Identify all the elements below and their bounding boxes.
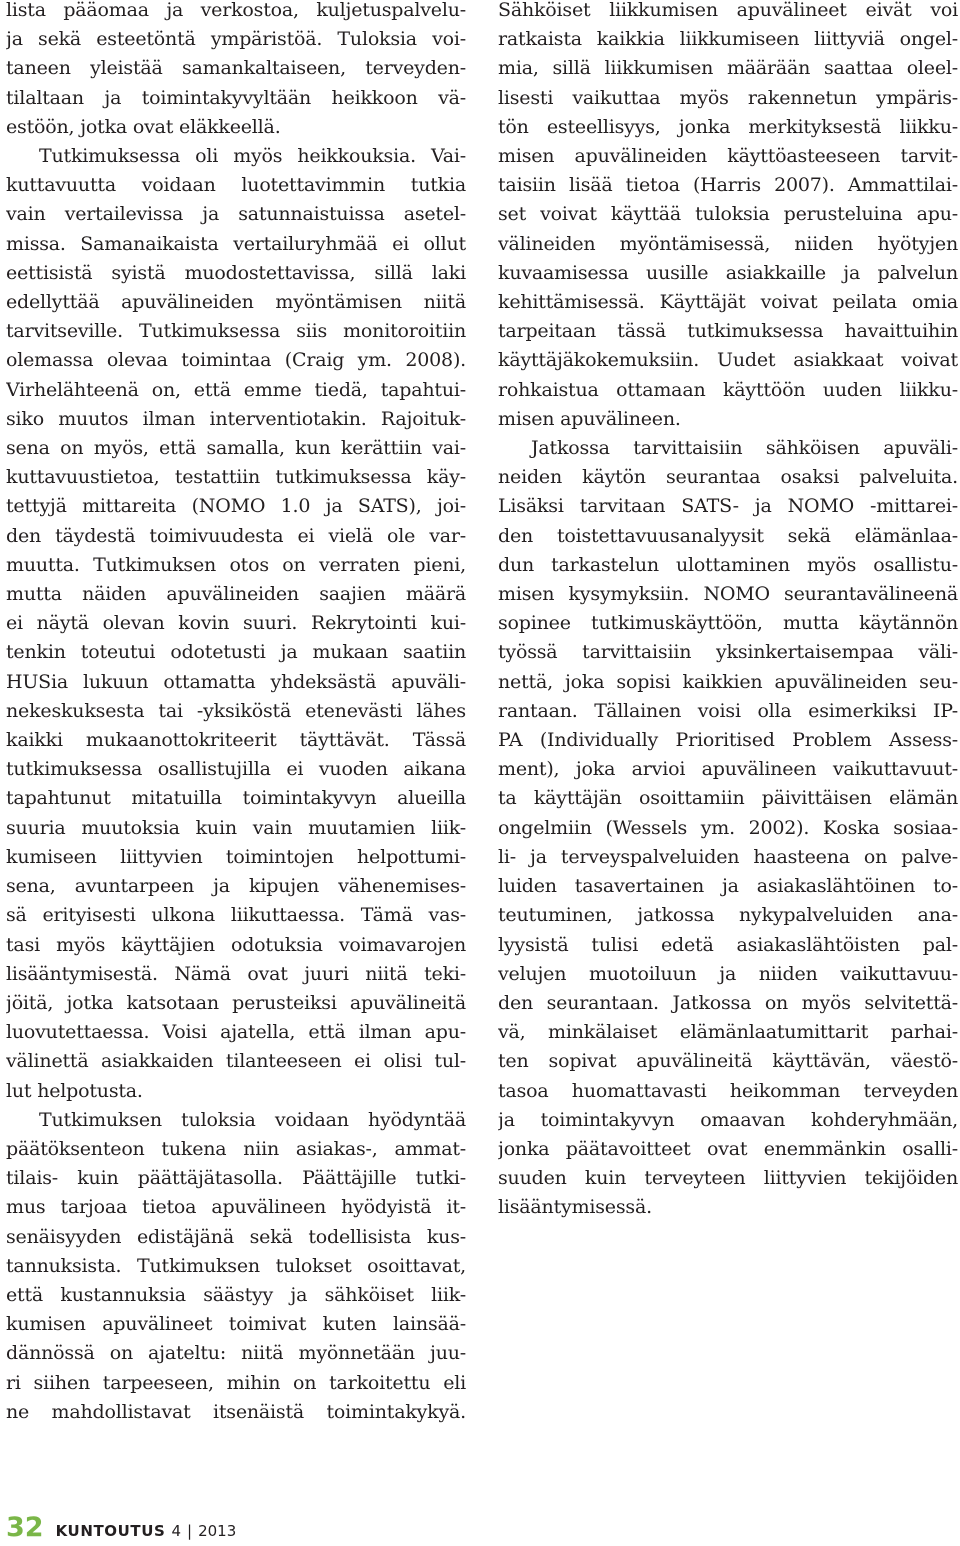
text-line: ta käyttäjän osoittamiin päivittäisen elämän [498, 787, 958, 810]
text-line: set voivat käyttää tuloksia perusteluina apu- [498, 203, 958, 226]
text-line: rantaan. Tällainen voisi olla esimerkiksi IP- [498, 699, 958, 722]
text-line: välineiden myöntämisessä, niiden hyötyjen [498, 232, 958, 255]
text-line: suuria muutoksia kuin vain muutamien liik- [6, 816, 466, 839]
text-line: teutuminen, jatkossa nykypalveluiden ana- [498, 904, 958, 927]
text-line: ment), joka arvioi apuvälineen vaikuttavuut- [498, 758, 958, 781]
text-line: Tutkimuksen tuloksia voidaan hyödyntää [39, 1108, 466, 1131]
issue-year: 2013 [198, 1522, 237, 1540]
text-line: kuttavuutta voidaan luotettavimmin tutkia [6, 174, 466, 197]
text-line: kumiseen liittyvien toimintojen helpottumi- [6, 845, 466, 868]
text-line: ten sopivat apuvälineitä käyttävän, väestö- [498, 1050, 958, 1073]
text-line: lisesti vaikuttaa myös rakennetun ympäris- [498, 86, 958, 109]
text-line: sena on myös, että samalla, kun kerättiin vai- [6, 437, 466, 460]
text-line: ne mahdollistavat itsenäistä toimintakykyä. [6, 1400, 466, 1423]
text-line: Jatkossa tarvittaisiin sähköisen apuväli- [531, 437, 958, 460]
text-line: ja sekä esteetöntä ympäristöä. Tuloksia voi- [6, 28, 466, 51]
issue-number: 4 [171, 1522, 181, 1540]
text-line: Virhelähteenä on, että emme tiedä, tapahtui- [6, 378, 466, 401]
text-line: velujen muotoiluun ja niiden vaikuttavuu- [498, 962, 958, 985]
text-line: välinettä asiakkaiden tilanteeseen ei olisi tul- [6, 1050, 466, 1073]
text-line: lisääntymisestä. Nämä ovat juuri niitä teki- [6, 962, 466, 985]
text-line: sena, avuntarpeen ja kipujen vähenemises- [6, 875, 466, 898]
text-line: ongelmiin (Wessels ym. 2002). Koska sosiaa- [498, 816, 958, 839]
text-line: vain vertailevissa ja satunnaistuissa asetel- [6, 203, 466, 226]
text-line: kumisen apuvälineet toimivat kuten lainsää- [6, 1313, 466, 1336]
text-line: tenkin toteutui odotetusti ja mukaan saatiin [6, 641, 466, 664]
text-line: den täydestä toimivuudesta ei vielä ole var- [6, 524, 466, 547]
text-line: vä, minkälaiset elämänlaatumittarit parhai- [498, 1021, 958, 1044]
text-line: luovutettaessa. Voisi ajatella, että ilman apu- [6, 1021, 466, 1044]
text-line: lut helpotusta. [6, 1079, 143, 1102]
text-line: misen kysymyksiin. NOMO seurantavälineenä [498, 583, 958, 606]
text-line: tarpeitaan tässä tutkimuksessa havaittuihin [498, 320, 958, 343]
text-line: misen apuvälineen. [498, 407, 681, 430]
text-line: tilais- kuin päättäjätasolla. Päättäjille tutki- [6, 1167, 466, 1190]
text-line: taisiin lisää tietoa (Harris 2007). Ammattilai- [498, 174, 958, 197]
text-line: suuden kuin terveyteen liittyvien tekijöiden [498, 1167, 958, 1190]
page-footer [6, 1512, 236, 1542]
text-line: tön esteellisyys, jonka merkityksestä liikku- [498, 115, 958, 138]
text-line: nekeskuksesta tai -yksiköstä etenevästi lähes [6, 699, 466, 722]
left-column [6, 0, 466, 1427]
text-line: lista pääomaa ja verkostoa, kuljetuspalvelu- [6, 0, 466, 21]
text-line: Sähköiset liikkumisen apuvälineet eivät voi [498, 0, 958, 21]
text-line: luiden tasavertainen ja asiakaslähtöinen to- [498, 875, 958, 898]
text-line: tarvitseville. Tutkimuksessa siis monitoroitiin [6, 320, 466, 343]
text-line: dännössä on ajateltu: niitä myönnetään juu- [6, 1342, 466, 1365]
text-line: lisääntymisessä. [498, 1196, 652, 1219]
text-line: jonka päätavoitteet ovat enemmänkin osalli- [498, 1137, 958, 1160]
text-line: ei näytä olevan kovin suuri. Rekrytointi kui- [6, 612, 466, 635]
text-line: työssä tarvittaisiin yksinkertaisempaa väli- [498, 641, 958, 664]
text-line: estöön, jotka ovat eläkkeellä. [6, 115, 281, 138]
text-line: siko muutos ilman interventiotakin. Rajoituk- [6, 407, 466, 430]
text-line: taneen yleistää samankaltaiseen, terveyden- [6, 57, 466, 80]
text-line: tettyjä mittareita (NOMO 1.0 ja SATS), joi- [6, 495, 466, 518]
text-line: olemassa olevaa toimintaa (Craig ym. 2008). [6, 349, 466, 372]
text-line: mia, sillä liikkumisen määrään saattaa oleel- [498, 57, 958, 80]
text-line: senäisyyden edistäjänä sekä todellisista kus- [6, 1225, 466, 1248]
text-line: tilaltaan ja toimintakyvyltään heikkoon vä- [6, 86, 466, 109]
text-line: ri siihen tarpeeseen, mihin on tarkoitettu eli [6, 1371, 466, 1394]
text-line: neiden käytön seurantaa osaksi palveluita. [498, 466, 958, 489]
text-line: den toistettavuusanalyysit sekä elämänlaa- [498, 524, 958, 547]
text-line: jöitä, jotka katsotaan perusteiksi apuvälineitä [6, 991, 466, 1014]
text-line: dun tarkastelun ulottaminen myös osallistu- [498, 553, 958, 576]
text-line: eettisistä syistä muodostettavissa, sillä laki [6, 261, 466, 284]
text-line: että kustannuksia säästyy ja sähköiset liik- [6, 1283, 466, 1306]
text-line: tasoa huomattavasti heikomman terveyden [498, 1079, 958, 1102]
text-line: den seurantaan. Jatkossa on myös selvitettä- [498, 991, 958, 1014]
text-line: mus tarjoaa tietoa apuvälineen hyödyistä it- [6, 1196, 466, 1219]
journal-name: KUNTOUTUS [55, 1522, 166, 1540]
text-line: kuttavuustietoa, testattiin tutkimuksessa käy- [6, 466, 466, 489]
text-line: HUSia lukuun ottamatta yhdeksästä apuväli- [6, 670, 466, 693]
text-line: Lisäksi tarvitaan SATS- ja NOMO -mittarei- [498, 495, 958, 518]
text-line: mutta näiden apuvälineiden saajien määrä [6, 583, 466, 606]
text-line: tasi myös käyttäjien odotuksia voimavarojen [6, 933, 466, 956]
text-line: nettä, joka sopisi kaikkien apuvälineiden seu- [498, 670, 958, 693]
text-line: edellyttää apuvälineiden myöntämisen niitä [6, 291, 466, 314]
text-line: ratkaista kaikkia liikkumiseen liittyviä ongel- [498, 28, 958, 51]
text-line: kuvaamisessa uusille asiakkaille ja palvelun [498, 261, 958, 284]
text-line: muutta. Tutkimuksen otos on verraten pieni, [6, 553, 466, 576]
text-line: ja toimintakyvyn omaavan kohderyhmään, [498, 1108, 958, 1131]
right-column [498, 0, 958, 1223]
text-line: lyysistä tulisi edetä asiakaslähtöisten pal- [498, 933, 958, 956]
text-line: tutkimuksessa osallistujilla ei vuoden aikana [6, 758, 466, 781]
text-line: missa. Samanaikaista vertailuryhmää ei ollut [6, 232, 466, 255]
text-line: Tutkimuksessa oli myös heikkouksia. Vai- [39, 145, 466, 168]
text-line: PA (Individually Prioritised Problem Assess- [498, 729, 958, 752]
text-line: kehittämisessä. Käyttäjät voivat peilata omia [498, 291, 958, 314]
page-number: 32 [6, 1512, 44, 1543]
text-line: päätöksenteon tukena niin asiakas-, ammat- [6, 1137, 466, 1160]
text-line: sopinee tutkimuskäyttöön, mutta käytännön [498, 612, 958, 635]
text-line: tapahtunut mitatuilla toimintakyvyn alueilla [6, 787, 466, 810]
text-line: rohkaistua ottamaan käyttöön uuden liikku- [498, 378, 958, 401]
text-line: sä erityisesti ulkona liikuttaessa. Tämä vas- [6, 904, 466, 927]
footer-separator: | [187, 1522, 193, 1540]
text-line: käyttäjäkokemuksiin. Uudet asiakkaat voivat [498, 349, 958, 372]
text-line: li- ja terveyspalveluiden haasteena on palve- [498, 845, 958, 868]
text-line: tannuksista. Tutkimuksen tulokset osoittavat, [6, 1254, 466, 1277]
text-line: kaikki mukaanottokriteerit täyttävät. Tässä [6, 729, 466, 752]
text-line: misen apuvälineiden käyttöasteeseen tarvit- [498, 145, 958, 168]
